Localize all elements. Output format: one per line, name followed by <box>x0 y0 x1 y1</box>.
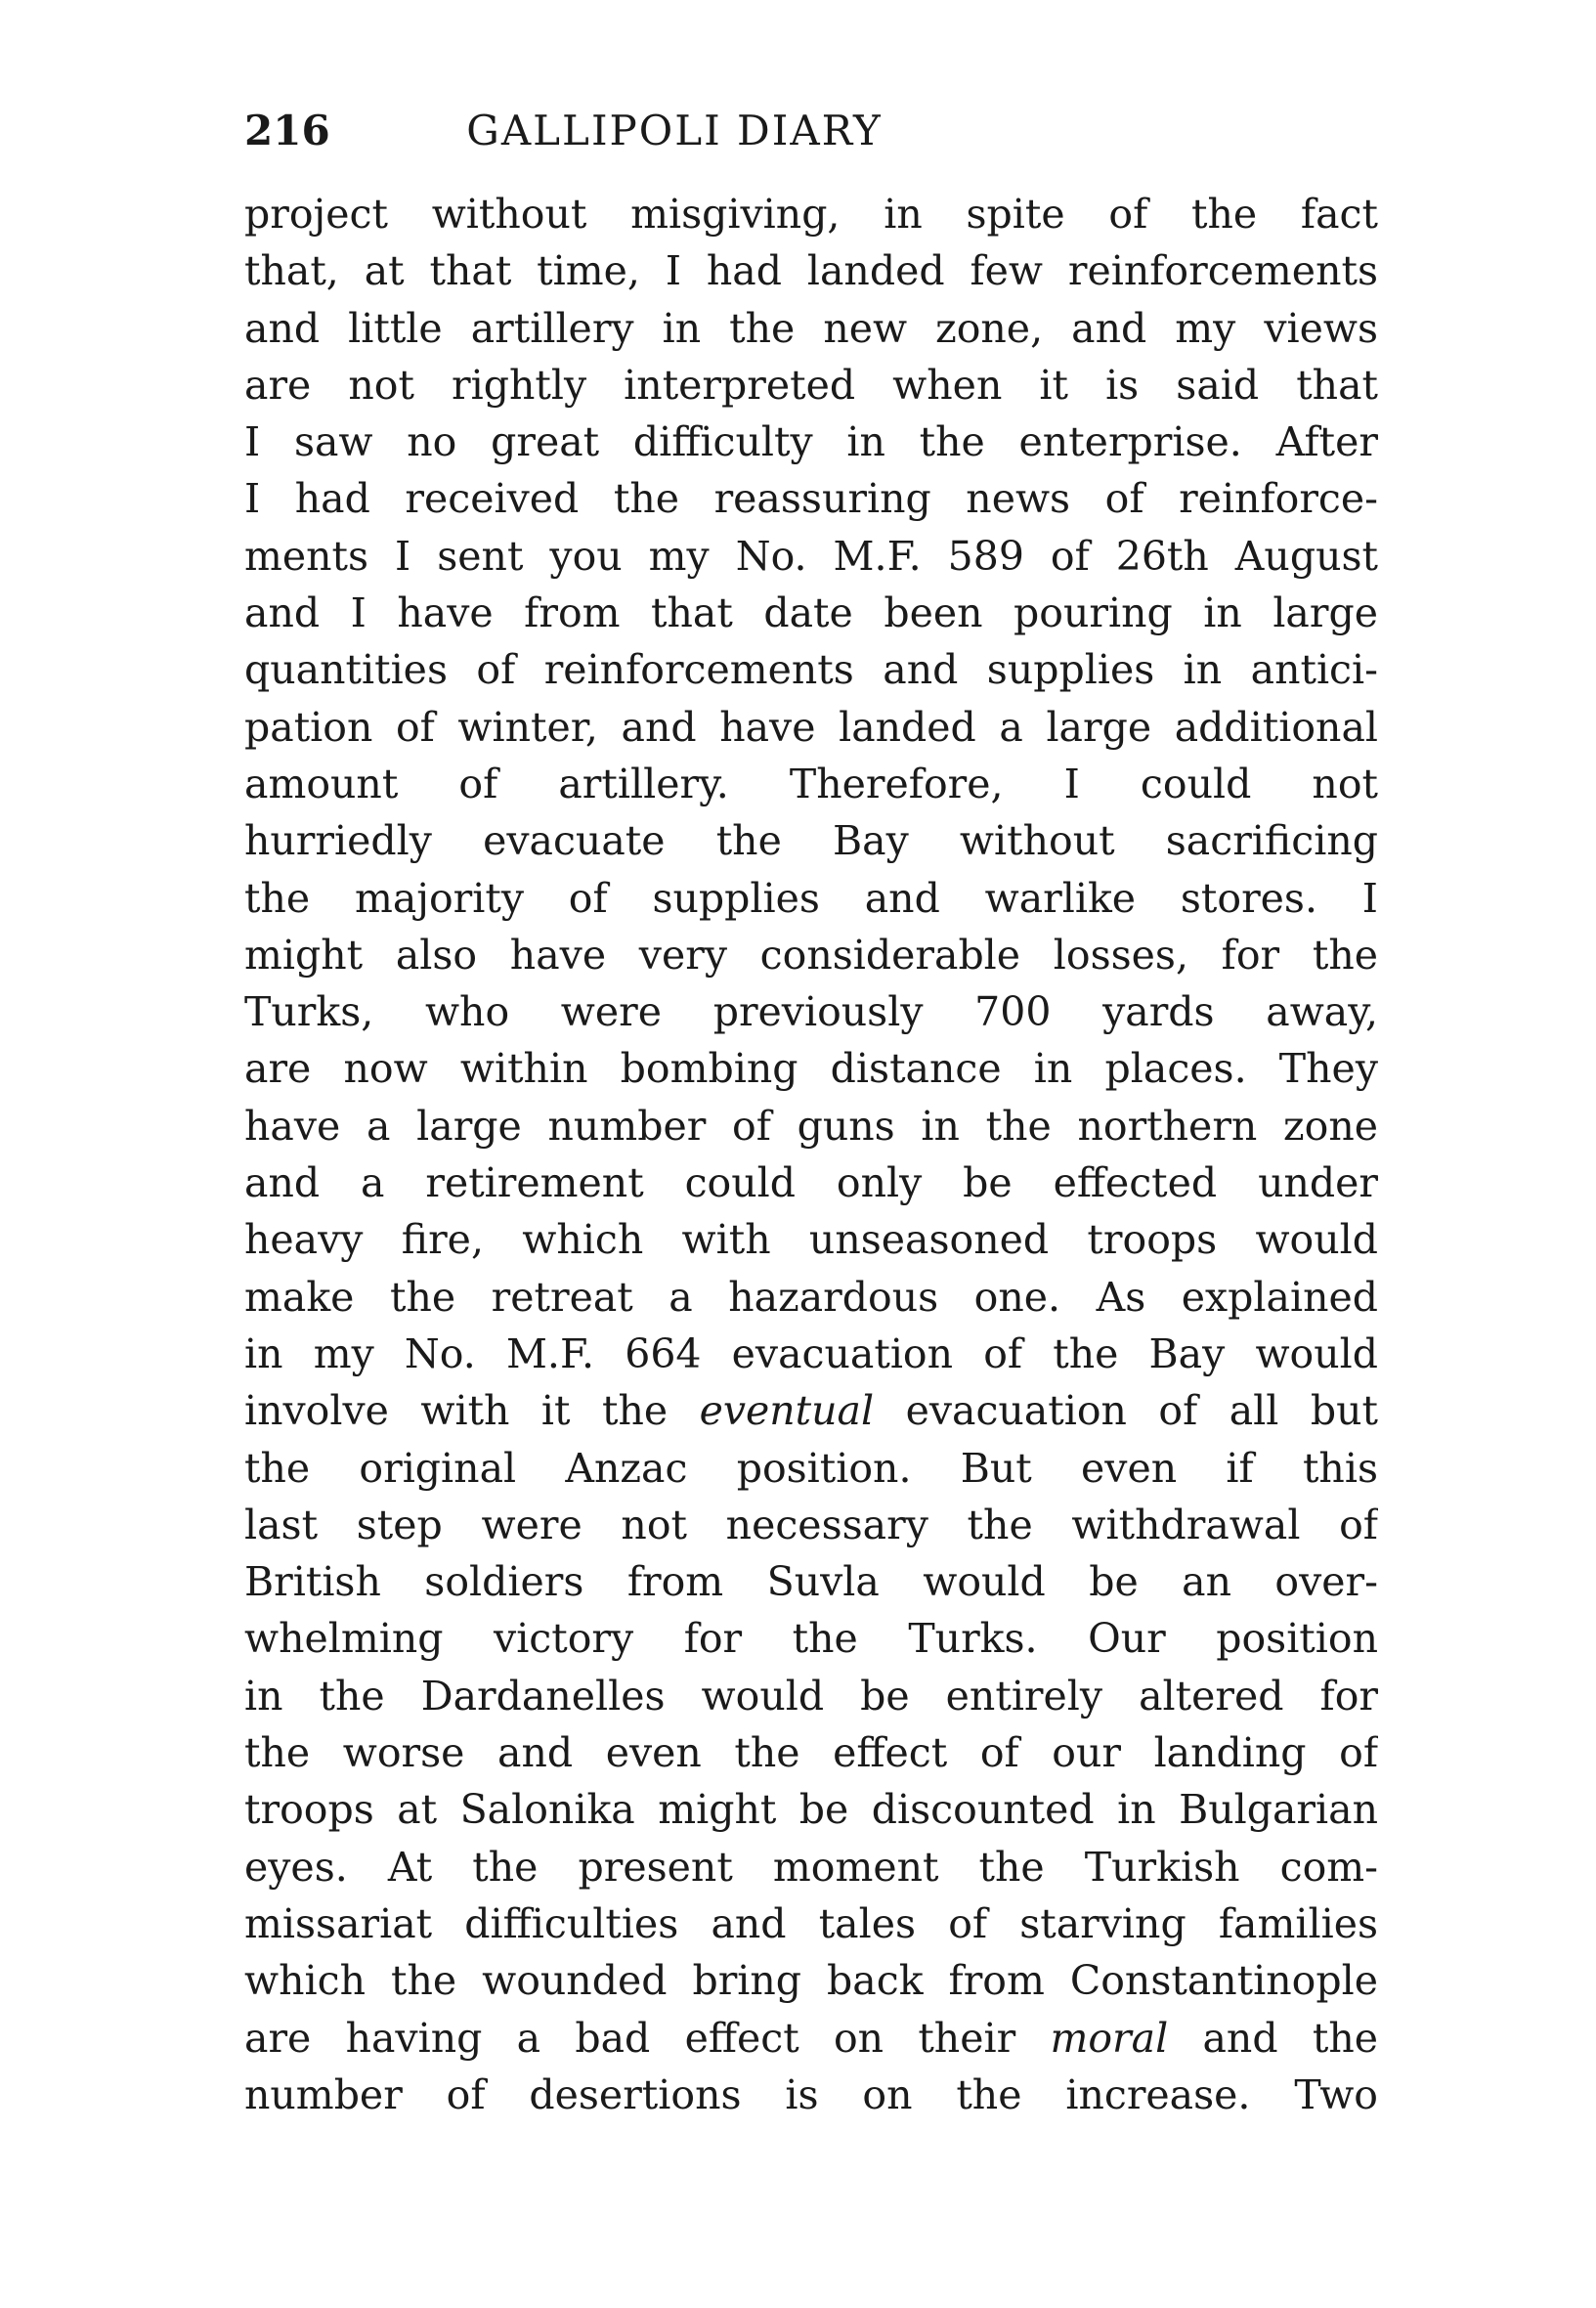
running-title: GALLIPOLI DIARY <box>466 107 883 154</box>
text-line: Turks, who were previously 700 yards away, <box>244 988 1378 1036</box>
text-line: amount of artillery. Therefore, I could not <box>244 760 1378 807</box>
text-line <box>244 1382 1378 1439</box>
text-line <box>244 2010 1378 2067</box>
text-line: troops at Salonika might be discounted in Bulgarian <box>244 1786 1378 1834</box>
text-line: and a retirement could only be effected under <box>244 1159 1378 1207</box>
text-line: British soldiers from Suvla would be an over- <box>244 1558 1378 1606</box>
text-line: and I have from that date been pouring in large <box>244 589 1378 637</box>
text-line: the original Anzac position. But even if this <box>244 1444 1378 1492</box>
text-line: and little artillery in the new zone, and my views <box>244 304 1378 352</box>
text-line: whelming victory for the Turks. Our position <box>244 1615 1378 1663</box>
text-line: which the wounded bring back from Constantinople <box>244 1957 1378 2005</box>
text-line: quantities of reinforcements and supplies in antici- <box>244 646 1378 694</box>
italic-word: eventual <box>699 1387 875 1435</box>
text-line: number of desertions is on the increase. Two <box>244 2070 1378 2118</box>
text-line: make the retreat a hazardous one. As explained <box>244 1273 1378 1321</box>
text-line: in the Dardanelles would be entirely altered for <box>244 1672 1378 1720</box>
text-line: in my No. M.F. 664 evacuation of the Bay would <box>244 1329 1378 1377</box>
text-segment: evacuation of all but <box>874 1387 1378 1435</box>
text-line: that, at that time, I had landed few reinforcements <box>244 247 1378 295</box>
text-line: pation of winter, and have landed a large additional <box>244 703 1378 751</box>
body-text <box>244 186 1378 2123</box>
text-line: are now within bombing distance in places. They <box>244 1045 1378 1093</box>
text-line: ments I sent you my No. M.F. 589 of 26th August <box>244 532 1378 580</box>
text-segment: are having a bad effect on their <box>244 2014 1051 2062</box>
text-segment: and the <box>1168 2014 1378 2062</box>
text-line: I saw no great difficulty in the enterprise. After <box>244 418 1378 466</box>
text-line: might also have very considerable losses, for the <box>244 931 1378 979</box>
text-line: have a large number of guns in the northern zone <box>244 1102 1378 1150</box>
italic-word: moral <box>1050 2014 1169 2062</box>
text-line: hurriedly evacuate the Bay without sacrificing <box>244 817 1378 865</box>
text-line: the majority of supplies and warlike stores. I <box>244 874 1378 922</box>
text-line: last step were not necessary the withdrawal of <box>244 1501 1378 1548</box>
text-line: missariat difficulties and tales of starving families <box>244 1899 1378 1947</box>
text-line: project without misgiving, in spite of the fact <box>244 191 1378 238</box>
text-segment: involve with it the <box>244 1387 700 1435</box>
running-head <box>244 102 1378 160</box>
text-line: heavy fire, which with unseasoned troops would <box>244 1216 1378 1264</box>
text-line: I had received the reassuring news of reinforce- <box>244 475 1378 523</box>
text-line: the worse and even the effect of our landing of <box>244 1729 1378 1777</box>
text-line: are not rightly interpreted when it is said that <box>244 361 1378 409</box>
page-number: 216 <box>244 107 330 154</box>
text-line: eyes. At the present moment the Turkish com- <box>244 1843 1378 1891</box>
